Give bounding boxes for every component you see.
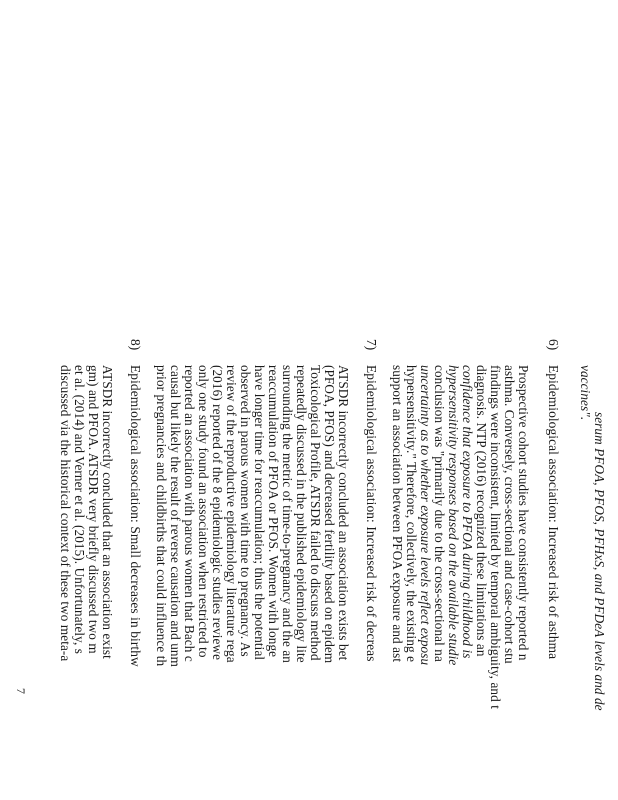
section-7-line: observed in parous women with time to pregnancy. As	[238, 365, 253, 657]
section-6-number: 6)	[546, 339, 561, 351]
section-7-heading: Epidemiological association: Increased risk of decreas	[364, 365, 379, 662]
section-8-line: ATSDR incorrectly concluded that an association exist	[100, 365, 115, 659]
section-8-line: gm) and PFOA. ATSDR very briefly discussed two m	[86, 365, 101, 654]
section-7-number: 7)	[364, 339, 379, 351]
section-6-heading: Epidemiological association: Increased risk of asthma	[546, 365, 561, 660]
intro-line: vaccines".	[578, 365, 593, 421]
section-6-line: support an association between PFOA exposure and ast	[390, 365, 405, 663]
section-6-line: hypersensitivity." Therefore, collectively, the existing e	[404, 365, 419, 663]
section-7-line: (2016) reported of the 8 epidemiologic studies reviewe	[210, 365, 225, 661]
section-6-line: findings were inconsistent, limited by temporal ambiguity, and t	[488, 365, 503, 709]
section-8-number: 8)	[128, 339, 143, 351]
section-7-line: causal but likely the result of reverse causation and unm	[168, 365, 183, 667]
section-7-line: have longer time for reaccumulation; thus the potential	[252, 365, 267, 661]
section-6-line: diagnosis. NTP (2016) recognized these limitations an	[474, 365, 489, 657]
section-7-line: review of the reproductive epidemiology literature rega	[224, 365, 239, 663]
section-8-heading: Epidemiological association: Small decreases in birthw	[128, 365, 143, 667]
section-7-line: (PFOA, PFOS) and decreased fertility based on epidem	[322, 365, 337, 664]
section-7-line: Toxicological Profile, ATSDR failed to discuss method	[308, 365, 323, 661]
intro-line: serum PFOA, PFOS, PFHxS, and PFDeA levels and de	[592, 412, 607, 711]
section-7-line: reaccumulation of PFOA or PFOS. Women with longe	[266, 365, 281, 658]
section-7-line: ATSDR incorrectly concluded an association exists bet	[336, 365, 351, 661]
page-number: 7	[14, 688, 28, 694]
section-7-line: surrounding the metric of time-to-pregnancy and the an	[280, 365, 295, 663]
section-7-line: repeatedly discussed in the published epidemiology lite	[294, 365, 309, 663]
section-7-line: only one study found an association when restricted to	[196, 365, 211, 658]
section-6-line: Prospective cohort studies have consistently reported n	[516, 365, 531, 661]
section-7-line: prior pregnancies and childbirths that could influence th	[154, 365, 169, 667]
section-6-line: asthma. Conversely, cross-sectional and case-cohort stu	[502, 365, 517, 664]
section-8-line: et al. (2014) and Verner et al. (2015). Unfortunately, s	[72, 365, 87, 655]
section-6-line: conclusion was "primarily due to the cross-sectional na	[432, 365, 447, 662]
section-6-line: confidence that exposure to PFOA during childhood is	[460, 365, 475, 659]
section-7-line: reported an association with parous women that Bach c	[182, 365, 197, 662]
section-6-line: uncertainty as to whether exposure levels reflect exposu	[418, 365, 433, 666]
section-8-line: discussed via the historical context of these two meta-a	[58, 365, 73, 662]
section-6-line: hypersensitivity responses based on the available studie	[446, 365, 461, 666]
